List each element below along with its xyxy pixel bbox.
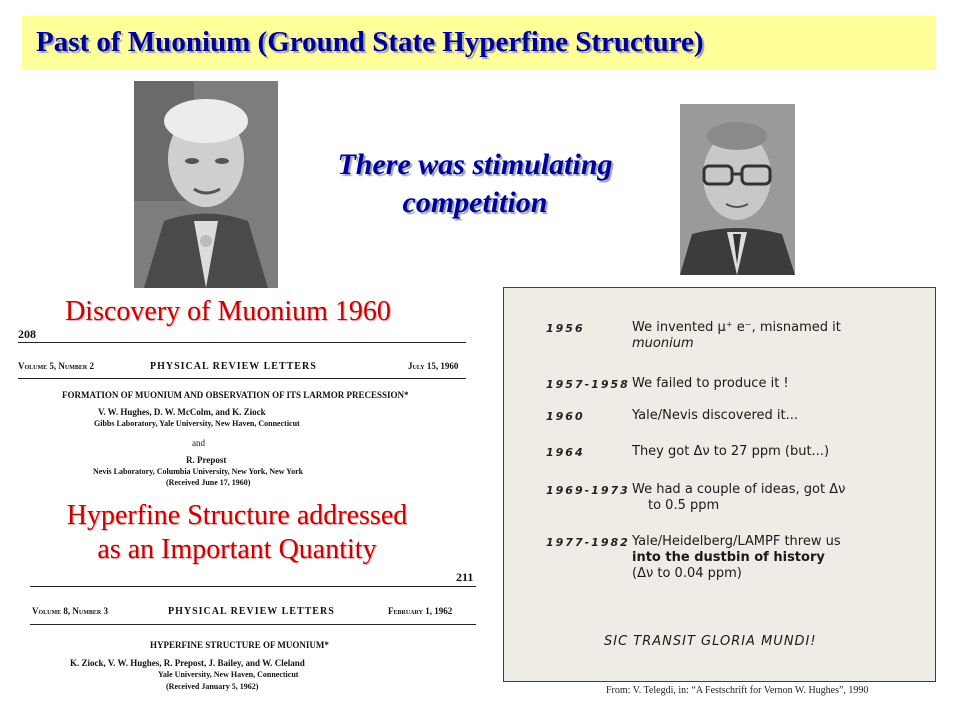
paper1-journal-name: PHYSICAL REVIEW LETTERS (150, 361, 317, 372)
paper2-header-rule (30, 624, 476, 625)
history-event (632, 376, 789, 392)
paper2-top-rule (30, 586, 476, 587)
paper2-date: February 1, 1962 (388, 606, 453, 616)
history-year: 1960 (546, 410, 585, 423)
paper2-authors: K. Ziock, V. W. Hughes, R. Prepost, J. Bailey, and W. Cleland (70, 658, 305, 668)
discovery-heading: Discovery of Muonium 1960 (65, 296, 391, 327)
history-year: 1969-1973 (546, 484, 630, 497)
subtitle-line-1: There was stimulating (337, 148, 613, 181)
paper1-title: FORMATION OF MUONIUM AND OBSERVATION OF ITS LARMOR PRECESSION* (62, 390, 409, 400)
history-event (632, 408, 798, 424)
paper2-affiliation: Yale University, New Haven, Connecticut (158, 670, 299, 679)
paper2-received: (Received January 5, 1962) (166, 682, 259, 691)
paper1-top-rule (18, 342, 466, 343)
portrait-photo-right (680, 104, 795, 275)
subtitle-line-2: competition (402, 186, 548, 219)
history-motto: SIC TRANSIT GLORIA MUNDI! (604, 634, 817, 649)
paper1-affiliation: Gibbs Laboratory, Yale University, New Haven, Connecticut (94, 419, 300, 428)
history-event (632, 444, 829, 460)
subtitle (290, 146, 660, 222)
history-year: 1964 (546, 446, 585, 459)
portrait-photo-left (134, 81, 278, 288)
paper1-received: (Received June 17, 1960) (166, 478, 251, 487)
history-event-line: into the dustbin of history (632, 550, 825, 565)
paper1-author2: R. Prepost (186, 455, 227, 465)
history-event-line: Yale/Heidelberg/LAMPF threw us (632, 534, 841, 549)
portrait-right-image (680, 104, 795, 275)
history-event-line: We invented μ⁺ e⁻, misnamed it (632, 320, 841, 335)
paper1-volume: Volume 5, Number 2 (18, 361, 94, 371)
title-bar (22, 16, 936, 70)
hfs-heading-line-1: Hyperfine Structure addressed (66, 500, 408, 531)
portrait-left-image (134, 81, 278, 288)
paper1-affiliation2: Nevis Laboratory, Columbia University, New York, New York (93, 467, 304, 476)
paper2-title: HYPERFINE STRUCTURE OF MUONIUM* (150, 640, 329, 650)
paper1-and: and (192, 438, 205, 448)
paper1-authors: V. W. Hughes, D. W. McColm, and K. Ziock (98, 407, 266, 417)
history-event-line: We had a couple of ideas, got Δν (632, 482, 846, 497)
history-box (503, 287, 936, 682)
paper2-journal-name: PHYSICAL REVIEW LETTERS (168, 606, 335, 617)
hfs-heading (22, 499, 452, 567)
history-event-line: to 0.5 ppm (648, 498, 720, 513)
history-event-line: (Δν to 0.04 ppm) (632, 566, 742, 581)
history-year: 1956 (546, 322, 585, 335)
history-event (632, 534, 841, 582)
history-event-line-italic: muonium (632, 336, 694, 351)
history-event (632, 482, 845, 514)
slide-title: Past of Muonium (Ground State Hyperfine Structure) (36, 26, 704, 58)
hfs-heading-line-2: as an Important Quantity (97, 534, 377, 565)
paper2-volume: Volume 8, Number 3 (32, 606, 108, 616)
history-year: 1977-1982 (546, 536, 630, 549)
history-year: 1957-1958 (546, 378, 630, 391)
history-event-line: We failed to produce it ! (632, 376, 789, 391)
paper1-header-rule (18, 378, 466, 379)
history-event (632, 320, 841, 352)
paper1-page-number: 208 (18, 327, 36, 341)
history-event-line: Yale/Nevis discovered it... (632, 408, 799, 423)
source-caption: From: V. Telegdi, in: “A Festschrift for Vernon W. Hughes”, 1990 (606, 685, 869, 696)
history-event-line: They got Δν to 27 ppm (but...) (632, 444, 830, 459)
paper2-page-number: 211 (456, 570, 474, 584)
paper1-date: July 15, 1960 (408, 361, 459, 371)
